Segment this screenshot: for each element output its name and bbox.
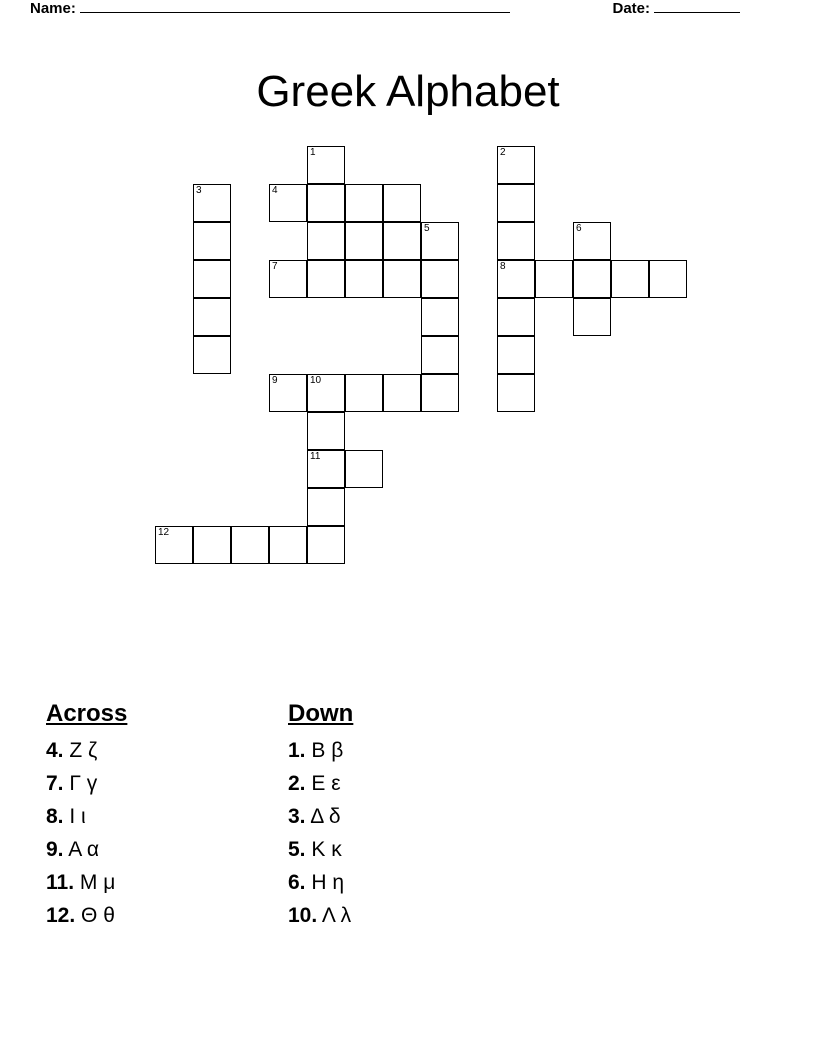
- clue-item: [46, 767, 276, 800]
- grid-cell[interactable]: [231, 526, 269, 564]
- clue-number: 6.: [288, 871, 306, 894]
- grid-cell[interactable]: [307, 412, 345, 450]
- grid-cell[interactable]: [269, 184, 307, 222]
- clue-number: 10.: [288, 904, 318, 927]
- grid-cell[interactable]: [383, 374, 421, 412]
- clue-number: 4.: [46, 739, 64, 762]
- clue-item: [46, 734, 276, 767]
- clue-text: Γ γ: [63, 772, 98, 795]
- grid-cell[interactable]: [345, 260, 383, 298]
- grid-cell[interactable]: [421, 336, 459, 374]
- clue-item: [288, 767, 518, 800]
- clue-text: Κ κ: [305, 838, 342, 861]
- clue-text: Ε ε: [305, 772, 341, 795]
- clue-number: 7.: [46, 772, 64, 795]
- grid-cell[interactable]: [497, 146, 535, 184]
- grid-cell[interactable]: [307, 260, 345, 298]
- clue-item: [46, 899, 276, 932]
- name-label: Name:: [30, 0, 76, 17]
- grid-cell[interactable]: [193, 526, 231, 564]
- grid-cell[interactable]: [269, 526, 307, 564]
- grid-cell[interactable]: [421, 222, 459, 260]
- grid-cell[interactable]: [307, 450, 345, 488]
- clue-item: [288, 833, 518, 866]
- grid-cell[interactable]: [421, 298, 459, 336]
- clue-number: 12.: [46, 904, 76, 927]
- grid-cell-number: 4: [272, 185, 278, 196]
- date-label: Date:: [612, 0, 650, 17]
- grid-cell[interactable]: [345, 374, 383, 412]
- clue-item: [46, 866, 276, 899]
- down-clue-list: [288, 734, 518, 932]
- grid-cell[interactable]: [497, 298, 535, 336]
- grid-cell-number: 2: [500, 147, 506, 158]
- grid-cell[interactable]: [611, 260, 649, 298]
- grid-cell[interactable]: [193, 260, 231, 298]
- grid-cell[interactable]: [573, 260, 611, 298]
- grid-cell[interactable]: [345, 184, 383, 222]
- clue-item: [46, 833, 276, 866]
- grid-cell[interactable]: [193, 336, 231, 374]
- grid-cell[interactable]: [573, 298, 611, 336]
- clue-text: Z ζ: [63, 739, 98, 762]
- crossword-grid: [0, 146, 816, 636]
- grid-cell[interactable]: [193, 298, 231, 336]
- date-write-line[interactable]: [654, 12, 740, 13]
- grid-cell-number: 3: [196, 185, 202, 196]
- clue-number: 2.: [288, 772, 306, 795]
- grid-cell[interactable]: [573, 222, 611, 260]
- grid-cell[interactable]: [497, 260, 535, 298]
- grid-cell[interactable]: [193, 184, 231, 222]
- grid-cell[interactable]: [155, 526, 193, 564]
- grid-cell[interactable]: [421, 260, 459, 298]
- grid-cell[interactable]: [269, 374, 307, 412]
- name-write-line[interactable]: [80, 12, 510, 13]
- grid-cell-number: 12: [158, 527, 170, 538]
- clue-text: Μ μ: [74, 871, 116, 894]
- clue-number: 11.: [46, 871, 75, 894]
- across-clue-list: [46, 734, 276, 932]
- grid-cell[interactable]: [307, 488, 345, 526]
- clue-number: 9.: [46, 838, 64, 861]
- grid-cell[interactable]: [345, 450, 383, 488]
- grid-cell-number: 8: [500, 261, 506, 272]
- grid-cell[interactable]: [383, 222, 421, 260]
- grid-cell-number: 11: [310, 451, 321, 462]
- grid-cell[interactable]: [193, 222, 231, 260]
- clue-number: 3.: [288, 805, 306, 828]
- across-clues-column: [46, 700, 276, 932]
- clue-item: [288, 734, 518, 767]
- grid-cell[interactable]: [497, 374, 535, 412]
- grid-cell[interactable]: [649, 260, 687, 298]
- clue-text: Α α: [63, 838, 100, 861]
- grid-cell[interactable]: [497, 184, 535, 222]
- grid-cell-number: 10: [310, 375, 322, 386]
- worksheet-header: [30, 0, 742, 24]
- grid-cell[interactable]: [307, 184, 345, 222]
- clue-text: Δ δ: [305, 805, 341, 828]
- grid-cell[interactable]: [535, 260, 573, 298]
- page-title: Greek Alphabet: [256, 67, 560, 117]
- clue-item: [288, 866, 518, 899]
- grid-cell[interactable]: [383, 184, 421, 222]
- clue-item: [288, 800, 518, 833]
- grid-cell-number: 5: [424, 223, 430, 234]
- grid-cell[interactable]: [307, 526, 345, 564]
- grid-cell[interactable]: [383, 260, 421, 298]
- clue-item: [46, 800, 276, 833]
- clue-number: 5.: [288, 838, 306, 861]
- grid-cell[interactable]: [307, 146, 345, 184]
- grid-cell[interactable]: [345, 222, 383, 260]
- grid-cell[interactable]: [307, 222, 345, 260]
- grid-cell[interactable]: [497, 336, 535, 374]
- grid-cell-number: 1: [310, 147, 316, 158]
- grid-cell-number: 7: [272, 261, 278, 272]
- clue-text: Β β: [305, 739, 344, 762]
- clue-text: Λ λ: [317, 904, 352, 927]
- clue-number: 8.: [46, 805, 64, 828]
- grid-cell[interactable]: [269, 260, 307, 298]
- clue-text: Η η: [305, 871, 345, 894]
- grid-cell-number: 6: [576, 223, 582, 234]
- clue-number: 1.: [288, 739, 306, 762]
- clue-text: Ι ι: [63, 805, 86, 828]
- grid-cell[interactable]: [307, 374, 345, 412]
- clue-item: [288, 899, 518, 932]
- clue-text: Θ θ: [75, 904, 115, 927]
- down-clues-column: [288, 700, 518, 932]
- across-heading: Across: [46, 700, 128, 727]
- grid-cell[interactable]: [497, 222, 535, 260]
- grid-cell[interactable]: [421, 374, 459, 412]
- clues-section: [0, 700, 816, 950]
- down-heading: Down: [288, 700, 354, 727]
- grid-cell-number: 9: [272, 375, 278, 386]
